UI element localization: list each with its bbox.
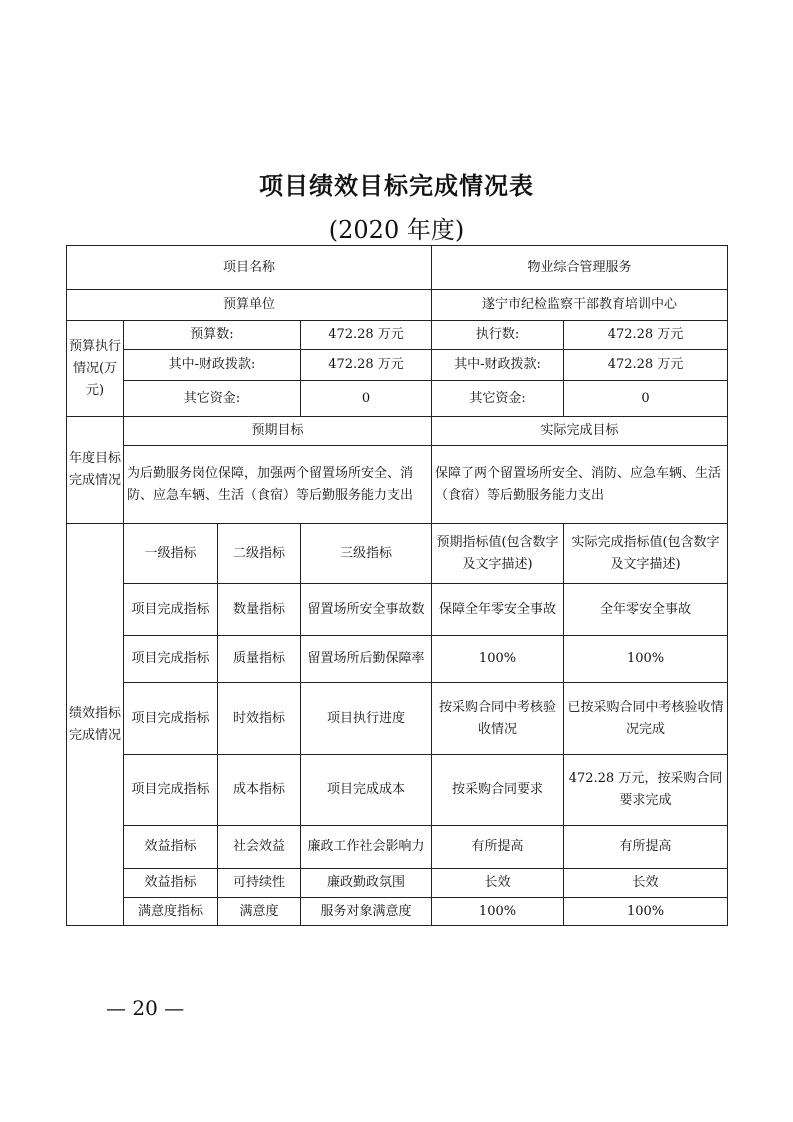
row-expected: 按采购合同中考核验收情况 xyxy=(432,683,564,755)
table-row xyxy=(67,755,728,826)
row-level3: 廉政勤政氛围 xyxy=(301,869,432,898)
other-value-2: 0 xyxy=(564,381,728,417)
fiscal-label-1: 其中-财政拨款: xyxy=(124,350,301,381)
annual-content-row xyxy=(67,446,728,524)
annual-section-label: 年度目标完成情况 xyxy=(67,417,124,524)
level3-header: 三级指标 xyxy=(301,524,432,584)
row-actual: 100% xyxy=(564,898,728,926)
row-level1: 效益指标 xyxy=(124,869,218,898)
row-level2: 时效指标 xyxy=(218,683,301,755)
budget-unit-label: 预算单位 xyxy=(67,290,432,321)
budget-amount-value: 472.28 万元 xyxy=(301,321,432,350)
row-expected: 有所提高 xyxy=(432,826,564,869)
row-level1: 项目完成指标 xyxy=(124,636,218,683)
row-level3: 项目完成成本 xyxy=(301,755,432,826)
actual-goal-header: 实际完成目标 xyxy=(432,417,728,446)
performance-table xyxy=(66,245,728,926)
row-level1: 项目完成指标 xyxy=(124,584,218,636)
row-actual: 长效 xyxy=(564,869,728,898)
fiscal-value-1: 472.28 万元 xyxy=(301,350,432,381)
row-level2: 社会效益 xyxy=(218,826,301,869)
row-level2: 质量指标 xyxy=(218,636,301,683)
document-subtitle: (2020 年度) xyxy=(328,216,465,244)
row-level2: 满意度 xyxy=(218,898,301,926)
row-level3: 服务对象满意度 xyxy=(301,898,432,926)
exec-amount-label: 执行数: xyxy=(432,321,564,350)
row-actual: 已按采购合同中考核验收情况完成 xyxy=(564,683,728,755)
row-expected: 长效 xyxy=(432,869,564,898)
row-level1: 项目完成指标 xyxy=(124,683,218,755)
other-value-1: 0 xyxy=(301,381,432,417)
level1-header: 一级指标 xyxy=(124,524,218,584)
project-name-row xyxy=(67,246,728,290)
budget-row-1 xyxy=(67,321,728,350)
budget-row-3 xyxy=(67,381,728,417)
row-actual: 472.28 万元，按采购合同要求完成 xyxy=(564,755,728,826)
row-expected: 按采购合同要求 xyxy=(432,755,564,826)
row-actual: 有所提高 xyxy=(564,826,728,869)
table-row xyxy=(67,869,728,898)
budget-section-label: 预算执行情况(万元) xyxy=(67,321,124,417)
row-expected: 100% xyxy=(432,636,564,683)
actual-goal-text: 保障了两个留置场所安全、消防、应急车辆、生活（食宿）等后勤服务能力支出 xyxy=(432,446,728,524)
project-name-label: 项目名称 xyxy=(67,246,432,290)
actual-value-header: 实际完成指标值(包含数字及文字描述) xyxy=(564,524,728,584)
row-level2: 成本指标 xyxy=(218,755,301,826)
indicator-header-row xyxy=(67,524,728,584)
other-label-2: 其它资金: xyxy=(432,381,564,417)
row-level3: 项目执行进度 xyxy=(301,683,432,755)
row-expected: 保障全年零安全事故 xyxy=(432,584,564,636)
row-level2: 可持续性 xyxy=(218,869,301,898)
fiscal-label-2: 其中-财政拨款: xyxy=(432,350,564,381)
row-actual: 全年零安全事故 xyxy=(564,584,728,636)
budget-unit-value: 遂宁市纪检监察干部教育培训中心 xyxy=(432,290,728,321)
table-row xyxy=(67,636,728,683)
budget-amount-label: 预算数: xyxy=(124,321,301,350)
performance-section-label: 绩效指标完成情况 xyxy=(67,524,124,926)
expected-goal-header: 预期目标 xyxy=(124,417,432,446)
project-name-value: 物业综合管理服务 xyxy=(432,246,728,290)
row-expected: 100% xyxy=(432,898,564,926)
row-level3: 廉政工作社会影响力 xyxy=(301,826,432,869)
annual-header-row xyxy=(67,417,728,446)
budget-unit-row xyxy=(67,290,728,321)
expected-value-header: 预期指标值(包含数字及文字描述) xyxy=(432,524,564,584)
document-title: 项目绩效目标完成情况表 xyxy=(259,172,534,200)
row-level1: 项目完成指标 xyxy=(124,755,218,826)
row-level1: 效益指标 xyxy=(124,826,218,869)
expected-goal-text: 为后勤服务岗位保障，加强两个留置场所安全、消防、应急车辆、生活（食宿）等后勤服务能力支出 xyxy=(124,446,432,524)
row-level3: 留置场所后勤保障率 xyxy=(301,636,432,683)
other-label-1: 其它资金: xyxy=(124,381,301,417)
level2-header: 二级指标 xyxy=(218,524,301,584)
exec-amount-value: 472.28 万元 xyxy=(564,321,728,350)
table-row xyxy=(67,584,728,636)
row-level2: 数量指标 xyxy=(218,584,301,636)
table-row xyxy=(67,683,728,755)
table-row xyxy=(67,826,728,869)
row-level3: 留置场所安全事故数 xyxy=(301,584,432,636)
page-number: — 20 — xyxy=(106,996,185,1020)
row-level1: 满意度指标 xyxy=(124,898,218,926)
budget-row-2 xyxy=(67,350,728,381)
table-row xyxy=(67,898,728,926)
fiscal-value-2: 472.28 万元 xyxy=(564,350,728,381)
row-actual: 100% xyxy=(564,636,728,683)
